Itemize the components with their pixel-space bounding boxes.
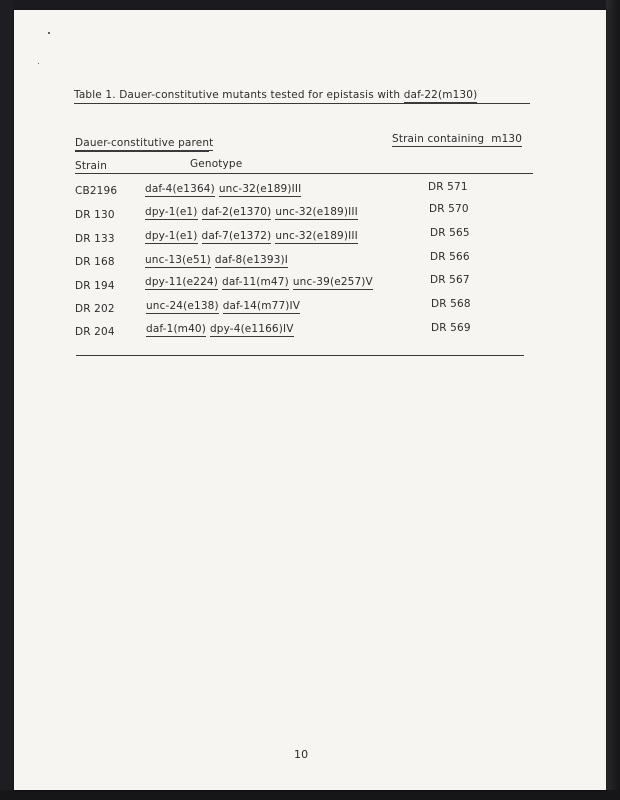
row-genotype bbox=[145, 276, 373, 290]
row-result-strain: DR 571 bbox=[428, 181, 468, 193]
caption-rule bbox=[74, 103, 530, 104]
col-strain-header: Strain bbox=[75, 160, 108, 172]
speck-mark bbox=[38, 63, 39, 64]
row-genotype bbox=[146, 323, 294, 337]
gene: unc-32(e189)III bbox=[275, 206, 358, 218]
page-number: 10 bbox=[294, 748, 309, 761]
col-genotype-header: Genotype bbox=[190, 158, 243, 170]
table-caption bbox=[74, 89, 477, 101]
scan-border-bottom bbox=[0, 790, 620, 800]
gene: dpy-1(e1) bbox=[145, 206, 198, 218]
row-genotype bbox=[145, 206, 358, 220]
row-strain: DR 168 bbox=[75, 256, 115, 268]
gene: daf-1(m40) bbox=[146, 323, 206, 335]
strain-containing-allele: m130 bbox=[491, 133, 523, 145]
gene: dpy-4(e1166)IV bbox=[209, 323, 294, 335]
row-strain: DR 130 bbox=[75, 209, 115, 221]
row-strain: DR 202 bbox=[75, 303, 115, 315]
header-rule bbox=[75, 173, 533, 174]
gene: dpy-11(e224) bbox=[145, 276, 219, 288]
gene: daf-14(m77)IV bbox=[222, 300, 301, 312]
row-strain: DR 133 bbox=[75, 233, 115, 245]
gene: daf-7(e1372) bbox=[201, 230, 272, 242]
scan-border-left bbox=[0, 0, 14, 800]
document-page bbox=[14, 10, 606, 790]
gene: daf-8(e1393)I bbox=[214, 254, 289, 266]
row-genotype bbox=[145, 230, 358, 244]
table-caption-gene: daf-22(m130) bbox=[403, 89, 478, 101]
gene: daf-2(e1370) bbox=[201, 206, 272, 218]
row-strain: DR 204 bbox=[75, 326, 115, 338]
gene: unc-39(e257)V bbox=[292, 276, 373, 288]
row-genotype bbox=[145, 254, 288, 268]
gene: unc-24(e138) bbox=[146, 300, 219, 312]
table-bottom-rule bbox=[76, 355, 524, 356]
gene: unc-32(e189)III bbox=[218, 183, 302, 195]
gene: unc-32(e189)III bbox=[275, 230, 358, 242]
row-strain: DR 194 bbox=[75, 280, 115, 292]
parent-header-rule bbox=[75, 151, 209, 152]
row-genotype bbox=[146, 300, 300, 314]
row-result-strain: DR 570 bbox=[429, 203, 469, 215]
gene: dpy-1(e1) bbox=[145, 230, 198, 242]
row-result-strain: DR 569 bbox=[431, 322, 471, 334]
table-caption-text: Table 1. Dauer-constitutive mutants tested for epistasis with bbox=[74, 89, 401, 101]
row-result-strain: DR 566 bbox=[430, 251, 470, 263]
parent-header bbox=[75, 137, 213, 149]
row-genotype bbox=[145, 183, 301, 197]
row-result-strain: DR 565 bbox=[430, 227, 470, 239]
strain-containing-text: Strain containing bbox=[392, 133, 485, 145]
gene: unc-13(e51) bbox=[145, 254, 211, 266]
speck-mark bbox=[48, 32, 50, 34]
strain-containing-header bbox=[392, 133, 522, 145]
gene: daf-11(m47) bbox=[222, 276, 289, 288]
row-result-strain: DR 567 bbox=[430, 274, 470, 286]
parent-header-text: Dauer-constitutive parent bbox=[75, 137, 214, 149]
gene: daf-4(e1364) bbox=[145, 183, 215, 195]
row-strain: CB2196 bbox=[75, 185, 118, 197]
row-result-strain: DR 568 bbox=[431, 298, 471, 310]
scan-border-right bbox=[606, 0, 620, 800]
